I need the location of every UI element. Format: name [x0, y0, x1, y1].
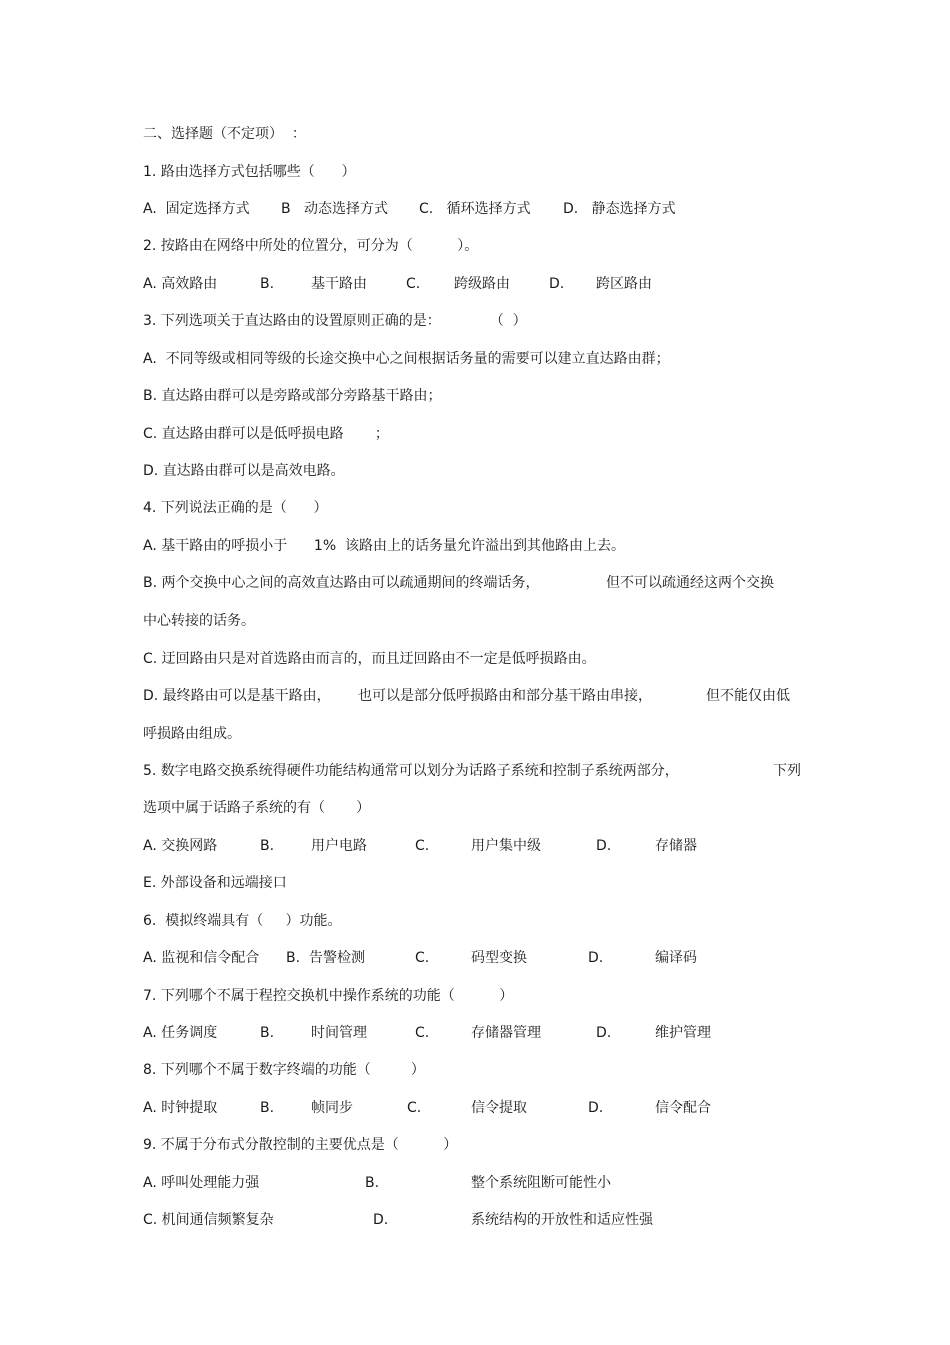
q6-option-d-text: 编译码 [655, 950, 697, 966]
q8-option-c-text: 信令提取 [471, 1100, 527, 1116]
question-7-options [143, 1024, 711, 1042]
q6-option-b: B. 告警检测 [286, 950, 365, 966]
q6-option-c-text: 码型变换 [471, 950, 527, 966]
q9-option-c: C. 机间通信频繁复杂 [143, 1212, 274, 1228]
q5-stem-part2: 下列 [773, 763, 801, 779]
question-5-stem-line2: 选项中属于话路子系统的有（ ） [143, 800, 371, 816]
q3-option-a: A. 不同等级或相同等级的长途交换中心之间根据话务量的需要可以建立直达路由群； [143, 351, 670, 367]
q3-option-b: B. 直达路由群可以是旁路或部分旁路基干路由； [143, 388, 442, 404]
q9-option-b-text: 整个系统阻断可能性小 [471, 1175, 611, 1191]
q8-option-d-text: 信令配合 [655, 1100, 711, 1116]
question-4-stem: 4. 下列说法正确的是（ ） [143, 500, 328, 516]
q8-option-b-text: 帧同步 [311, 1100, 353, 1116]
q9-option-a: A. 呼叫处理能力强 [143, 1175, 260, 1191]
q9-option-d-text: 系统结构的开放性和适应性强 [471, 1212, 653, 1228]
q5-option-b-text: 用户电路 [311, 838, 367, 854]
q7-option-b-letter: B. [260, 1025, 275, 1041]
q1-option-a: A. 固定选择方式 [143, 201, 250, 217]
q4-option-a: A. 基干路由的呼损小于 1% 该路由上的话务量允许溢出到其他路由上去。 [143, 538, 626, 554]
q8-option-b-letter: B. [260, 1100, 275, 1116]
q6-option-c-letter: C. [415, 950, 430, 966]
question-8-stem: 8. 下列哪个不属于数字终端的功能（ ） [143, 1062, 425, 1078]
q3-option-d: D. 直达路由群可以是高效电路。 [143, 463, 345, 479]
q9-option-d-letter: D. [373, 1212, 389, 1228]
q7-option-d-letter: D. [596, 1025, 612, 1041]
question-9-options-row1 [143, 1174, 611, 1192]
q5-option-a: A. 交换网路 [143, 838, 218, 854]
q4-option-b-line2: 中心转接的话务。 [143, 613, 255, 629]
q5-option-e: E. 外部设备和远端接口 [143, 875, 287, 891]
q4-option-d-part1: D. 最终路由可以是基干路由， [143, 688, 331, 704]
q7-option-a: A. 任务调度 [143, 1025, 218, 1041]
q3-option-c: C. 直达路由群可以是低呼损电路 ； [143, 426, 389, 442]
q4-option-d-part3: 但不能仅由低 [706, 688, 790, 704]
q7-option-d-text: 维护管理 [655, 1025, 711, 1041]
q2-option-d-letter: D. [549, 276, 565, 292]
q6-option-d-letter: D. [588, 950, 604, 966]
q2-option-b-text: 基干路由 [311, 276, 367, 292]
q4-option-d-line1 [143, 687, 790, 705]
q2-option-d-text: 跨区路由 [596, 276, 652, 292]
q7-option-b-text: 时间管理 [311, 1025, 367, 1041]
q2-option-c-text: 跨级路由 [454, 276, 510, 292]
q4-option-d-line2: 呼损路由组成。 [143, 726, 241, 742]
q5-option-c-letter: C. [415, 838, 430, 854]
q1-option-b: B 动态选择方式 [281, 201, 388, 217]
q8-option-d-letter: D. [588, 1100, 604, 1116]
q4-option-b-part1: B. 两个交换中心之间的高效直达路由可以疏通期间的终端话务， [143, 575, 540, 591]
q5-stem-part1: 5. 数字电路交换系统得硬件功能结构通常可以划分为话路子系统和控制子系统两部分， [143, 763, 679, 779]
q4-option-b-part2: 但不可以疏通经这两个交换 [606, 575, 774, 591]
question-9-options-row2 [143, 1211, 653, 1229]
q5-option-c-text: 用户集中级 [471, 838, 541, 854]
question-2-stem: 2. 按路由在网络中所处的位置分，可分为（ ）。 [143, 238, 479, 254]
question-7-stem: 7. 下列哪个不属于程控交换机中操作系统的功能（ ） [143, 988, 514, 1004]
q7-option-c-letter: C. [415, 1025, 430, 1041]
q5-option-b-letter: B. [260, 838, 275, 854]
q6-option-a: A. 监视和信令配合 [143, 950, 260, 966]
question-5-stem-line1 [143, 762, 801, 780]
question-1-options [143, 200, 676, 218]
question-6-stem: 6. 模拟终端具有（ ）功能。 [143, 913, 342, 929]
question-9-stem: 9. 不属于分布式分散控制的主要优点是（ ） [143, 1137, 458, 1153]
q5-option-d-text: 存储器 [655, 838, 697, 854]
q1-option-d: D. 静态选择方式 [563, 201, 676, 217]
q8-option-a: A. 时钟提取 [143, 1100, 218, 1116]
question-1-stem: 1. 路由选择方式包括哪些（ ） [143, 164, 356, 180]
q2-option-b-letter: B. [260, 276, 275, 292]
question-5-options [143, 837, 697, 855]
question-2-options [143, 275, 652, 293]
q4-option-c: C. 迂回路由只是对首选路由而言的，而且迂回路由不一定是低呼损路由。 [143, 651, 596, 667]
question-8-options [143, 1099, 711, 1117]
q2-option-c-letter: C. [406, 276, 421, 292]
q7-option-c-text: 存储器管理 [471, 1025, 541, 1041]
q4-option-b-line1 [143, 574, 774, 592]
q4-option-d-part2: 也可以是部分低呼损路由和部分基干路由串接， [358, 688, 652, 704]
q8-option-c-letter: C. [407, 1100, 422, 1116]
q5-option-d-letter: D. [596, 838, 612, 854]
q2-option-a: A. 高效路由 [143, 276, 218, 292]
question-6-options [143, 949, 697, 967]
q9-option-b-letter: B. [365, 1175, 380, 1191]
question-3-stem: 3. 下列选项关于直达路由的设置原则正确的是： （ ） [143, 313, 527, 329]
section-title: 二、选择题（不定项） ： [143, 126, 306, 142]
q1-option-c: C. 循环选择方式 [419, 201, 531, 217]
